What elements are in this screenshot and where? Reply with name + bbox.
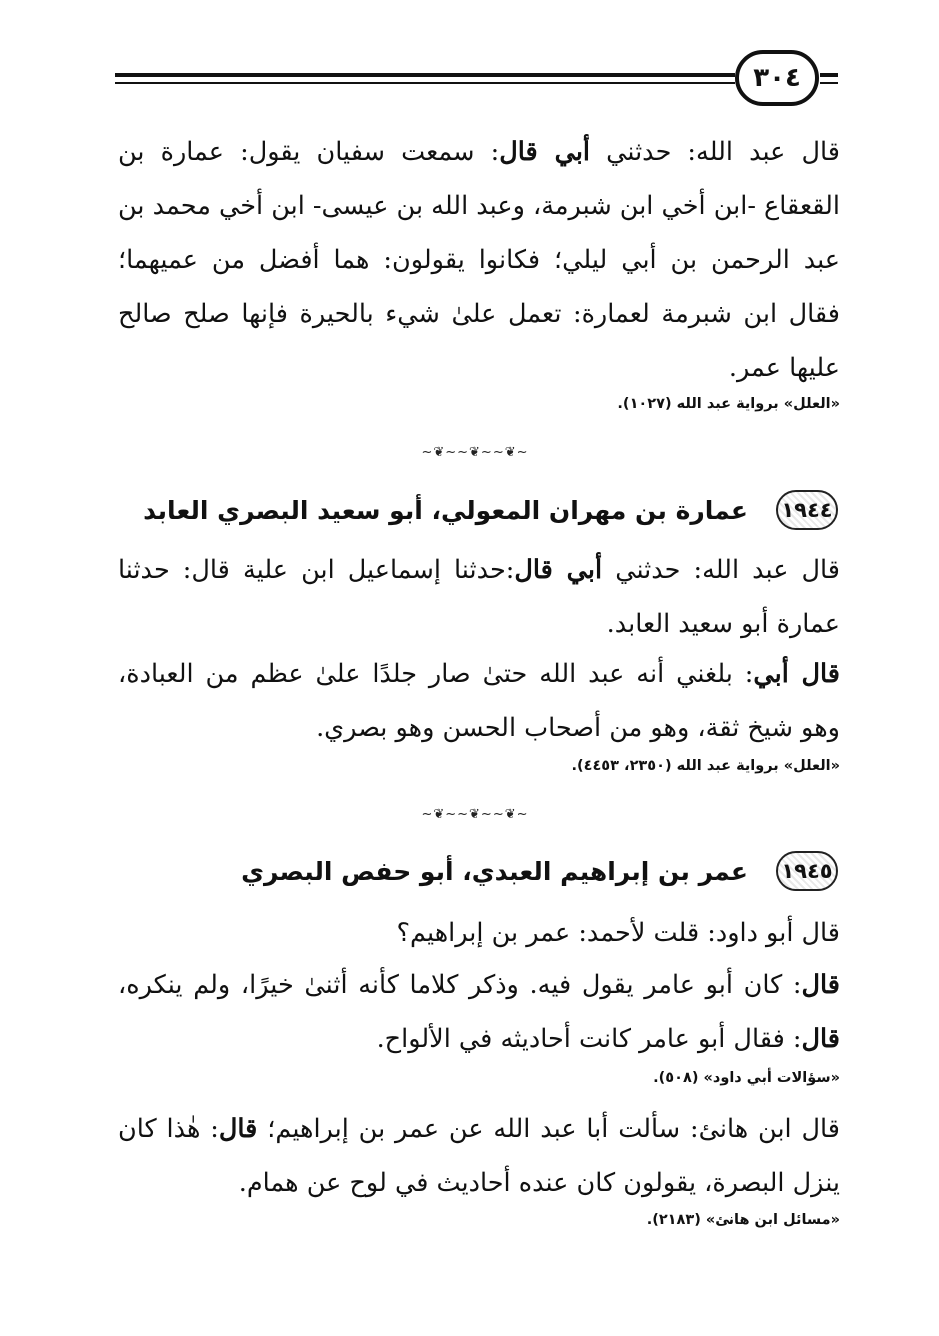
entry-number-badge: ١٩٤٤ — [776, 490, 838, 530]
paragraph-entry1945-ibn-hani — [118, 1102, 840, 1210]
text-run: :حدثنا إسماعيل ابن علية قال: حدثنا عمارة أبو سعيد العابد. — [118, 555, 840, 639]
ornament-divider: ~❦~~❦~~❦~ — [421, 807, 529, 822]
entry-title: عمر بن إبراهيم العبدي، أبو حفص البصري — [241, 856, 748, 886]
paragraph-entry1945-question: قال أبو داود: قلت لأحمد: عمر بن إبراهيم؟ — [396, 918, 840, 948]
bold-run: قال أبي — [753, 659, 840, 689]
text-run: : كان أبو عامر يقول فيه. وذكر كلاما كأنه أثنىٰ خيرًا، ولم ينكره، — [118, 970, 802, 1000]
source-citation: «مسائل ابن هانئ» (٢١٨٣). — [646, 1212, 840, 1228]
header-rule-thin — [115, 82, 735, 84]
entry-title: عمارة بن مهران المعولي، أبو سعيد البصري العابد — [143, 495, 748, 525]
bold-run: قال — [801, 1024, 840, 1054]
paragraph-entry1944-second — [118, 647, 840, 755]
text-run: : سمعت سفيان يقول: عمارة بن القعقاع -ابن أخي ابن شبرمة، وعبد الله بن عيسى- ابن أخي محمد بن عبد الرحمن بن أبي ليلي؛ فكانوا يقولون: هما أفضل من عميهما؛ فقال ابن شبرمة لعمارة: تعمل علىٰ شيء بالحيرة فإنها صلح صالح عليها عمر. — [118, 137, 840, 383]
header-rule-tail-thin — [820, 82, 838, 84]
paragraph-amara-bin-qaqaa — [118, 125, 840, 395]
paragraph-entry1944-first — [118, 543, 840, 651]
source-citation: «سؤالات أبي داود» (٥٠٨). — [653, 1070, 840, 1086]
text-run: قال عبد الله: حدثني — [590, 137, 840, 167]
page-number: ٣٠٤ — [735, 50, 819, 106]
entry-heading-1944 — [118, 485, 838, 535]
entry-heading-1945 — [118, 846, 838, 896]
source-citation: «العلل» برواية عبد الله (٢٣٥٠، ٤٤٥٣). — [571, 758, 840, 774]
paragraph-entry1945-answer — [118, 958, 840, 1066]
bold-run: أبي قال — [499, 137, 591, 167]
source-citation: «العلل» برواية عبد الله (١٠٢٧). — [617, 396, 840, 412]
text-run: : فقال أبو عامر كانت أحاديثه في الألواح. — [376, 1024, 802, 1054]
ornament-divider: ~❦~~❦~~❦~ — [421, 445, 529, 460]
bold-run: أبي قال — [514, 555, 603, 585]
text-run: : هٰذا كان ينزل البصرة، يقولون كان عنده أحاديث في لوح عن همام. — [118, 1114, 840, 1198]
header-rule-tail — [820, 73, 838, 77]
header-rule-thick — [115, 73, 735, 77]
bold-run: قال — [218, 1114, 258, 1144]
text-run: قال عبد الله: حدثني — [602, 555, 840, 585]
bold-run: قال — [801, 970, 840, 1000]
text-run: : بلغني أنه عبد الله حتىٰ صار جلدًا علىٰ عظم من العبادة، وهو شيخ ثقة، وهو من أصحاب الحسن وهو بصري. — [118, 659, 840, 743]
text-run: قال ابن هانئ: سألت أبا عبد الله عن عمر بن إبراهيم؛ — [257, 1114, 840, 1144]
entry-number-badge: ١٩٤٥ — [776, 851, 838, 891]
